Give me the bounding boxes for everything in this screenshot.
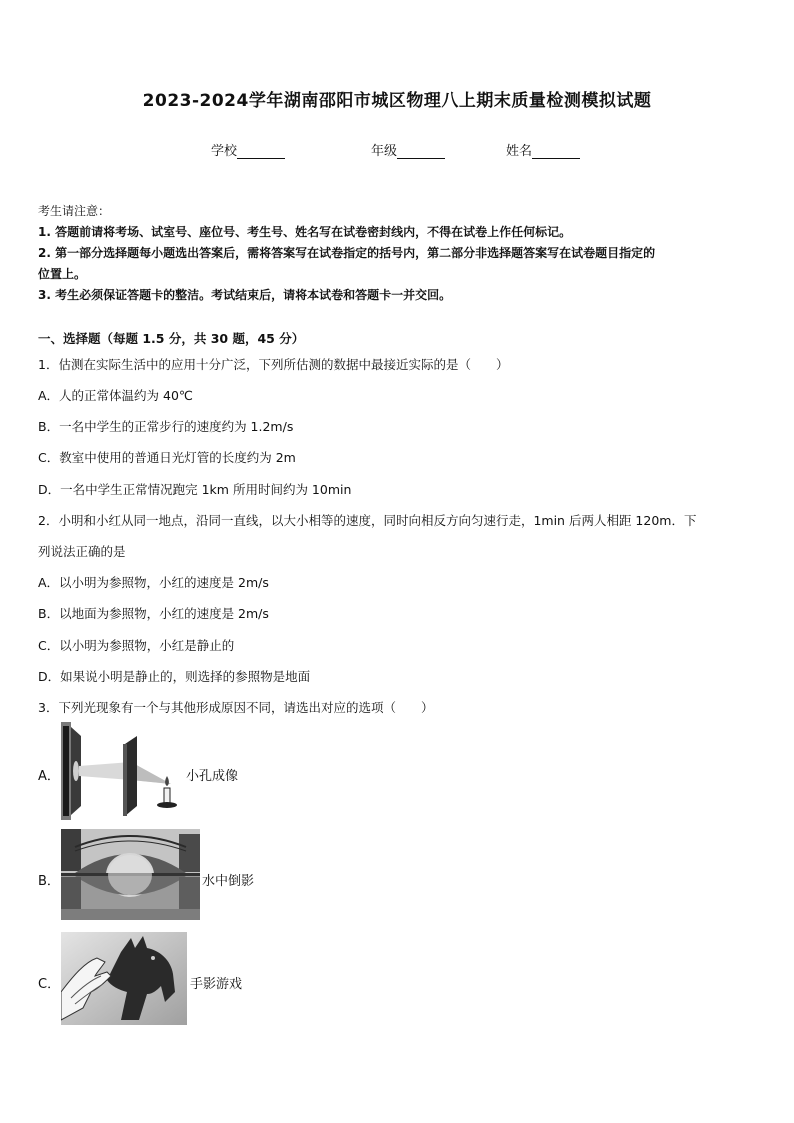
- question-2-option-a: A．以小明为参照物，小红的速度是 2m/s: [38, 575, 269, 590]
- notice-item: 2. 第一部分选择题每小题选出答案后，需将答案写在试卷指定的括号内，第二部分非选择题答案写在试卷题目指定的: [38, 246, 656, 260]
- question-3-option-b-caption: 水中倒影: [202, 874, 255, 889]
- question-2-option-d: D．如果说小明是静止的，则选择的参照物是地面: [38, 669, 311, 684]
- question-2-option-c: C．以小明为参照物，小红是静止的: [38, 638, 235, 653]
- question-3-option-b-label: B．: [38, 874, 60, 889]
- school-field: [211, 140, 285, 159]
- section-heading: 一、选择题（每题 1.5 分，共 30 题，45 分）: [38, 331, 305, 346]
- question-3-option-a-caption: 小孔成像: [186, 769, 239, 784]
- question-2-stem-cont: 列说法正确的是: [38, 544, 126, 559]
- question-2-stem: 2．小明和小红从同一地点，沿同一直线，以大小相等的速度，同时向相反方向匀速行走，1min 后两人相距 120m．下: [38, 513, 697, 528]
- notice-item: 位置上。: [38, 267, 87, 281]
- school-label: 学校: [211, 144, 238, 159]
- notice-block: [38, 201, 760, 306]
- question-1-stem: 1．估测在实际生活中的应用十分广泛，下列所估测的数据中最接近实际的是（ ）: [38, 357, 509, 372]
- grade-label: 年级: [371, 144, 398, 159]
- question-2-option-b: B．以地面为参照物，小红的速度是 2m/s: [38, 606, 269, 621]
- question-3-option-a-label: A．: [38, 769, 60, 784]
- notice-item: 3. 考生必须保证答题卡的整洁。考试结束后，请将本试卷和答题卡一并交回。: [38, 288, 452, 302]
- question-1-option-d: D．一名中学生正常情况跑完 1km 所用时间约为 10min: [38, 482, 352, 497]
- grade-field: [371, 140, 445, 159]
- name-field: [506, 140, 580, 159]
- school-blank: [237, 146, 285, 159]
- name-blank: [532, 146, 580, 159]
- notice-head: 考生请注意：: [38, 204, 111, 218]
- question-3-option-c-label: C．: [38, 977, 61, 992]
- question-3-option-c-caption: 手影游戏: [190, 977, 243, 992]
- name-label: 姓名: [506, 144, 533, 159]
- pinhole-camera-image: [61, 722, 184, 820]
- question-1-option-b: B．一名中学生的正常步行的速度约为 1.2m/s: [38, 419, 294, 434]
- hand-shadow-image: [61, 932, 187, 1025]
- question-1-option-a: A．人的正常体温约为 40℃: [38, 388, 193, 403]
- question-3-stem: 3．下列光现象有一个与其他形成原因不同，请选出对应的选项（ ）: [38, 700, 434, 715]
- bridge-reflection-image: [61, 829, 200, 920]
- grade-blank: [397, 146, 445, 159]
- page-title: 2023-2024学年湖南邵阳市城区物理八上期末质量检测模拟试题: [142, 91, 652, 111]
- notice-item: 1. 答题前请将考场、试室号、座位号、考生号、姓名写在试卷密封线内，不得在试卷上作任何标记。: [38, 225, 572, 239]
- question-1-option-c: C．教室中使用的普通日光灯管的长度约为 2m: [38, 450, 296, 465]
